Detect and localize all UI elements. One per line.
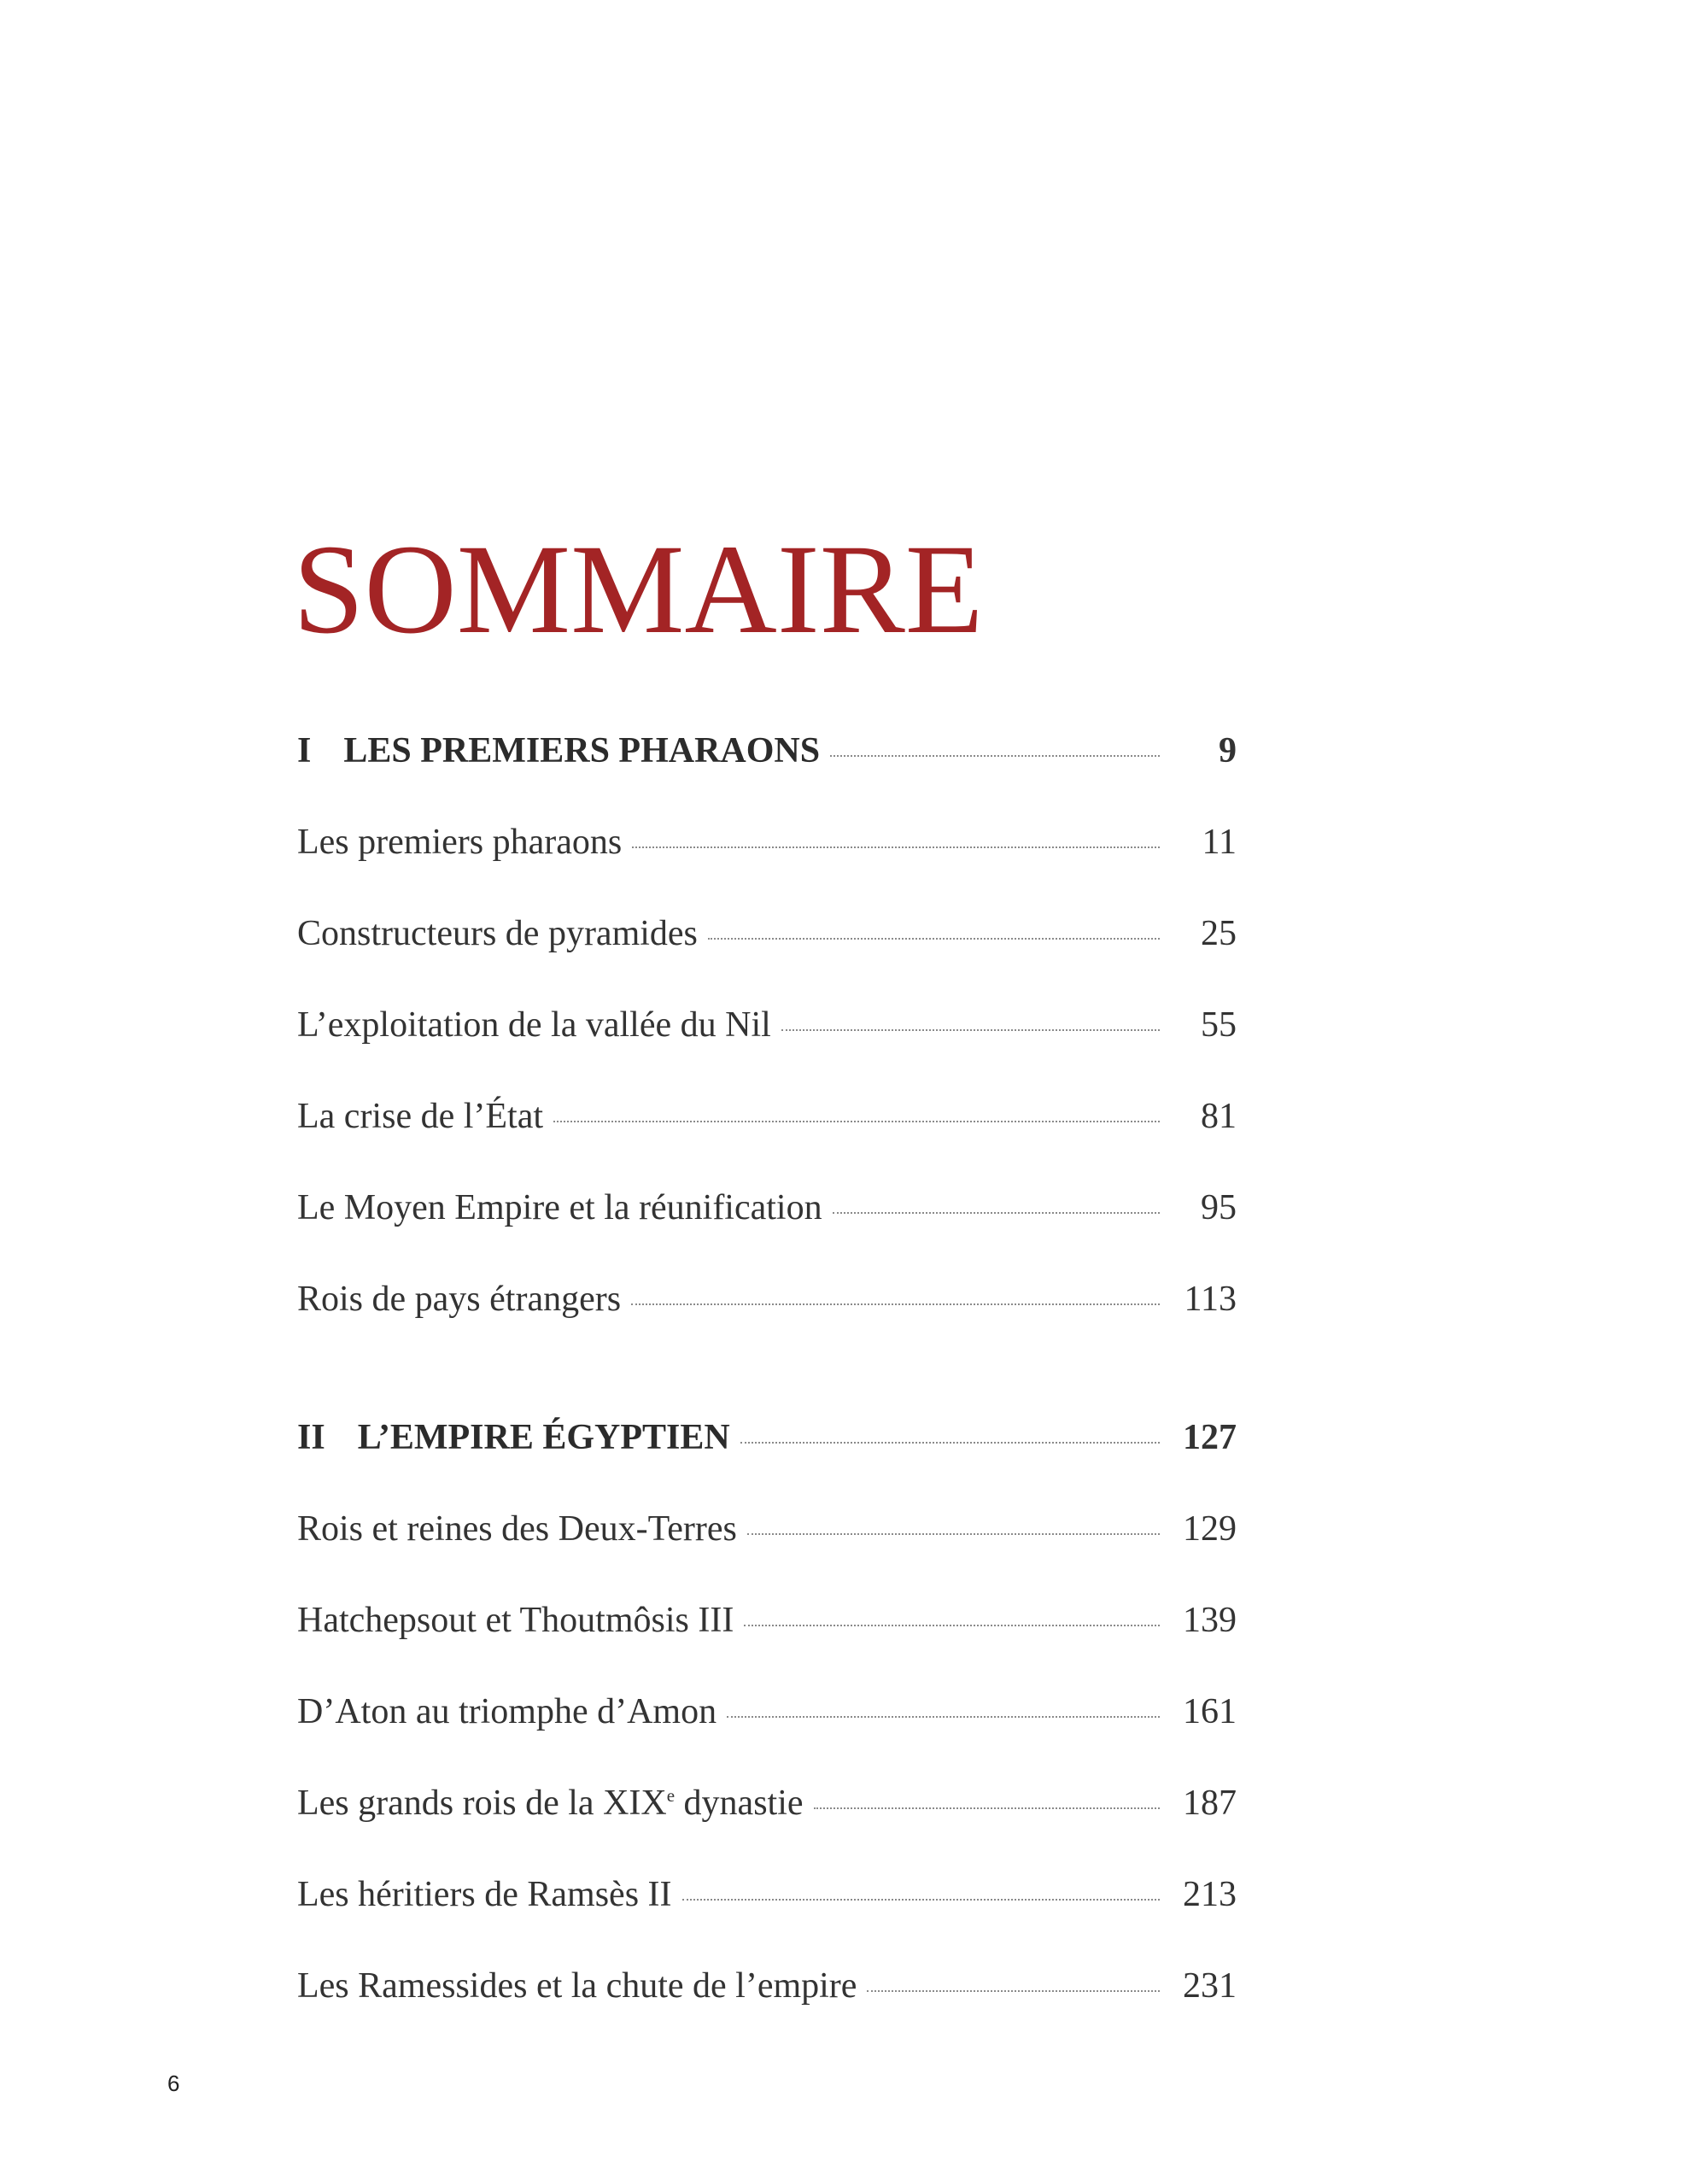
toc-entry-title: La crise de l’État xyxy=(297,1097,544,1136)
toc-entry[interactable] xyxy=(297,1005,1237,1056)
toc-entry[interactable] xyxy=(297,1600,1237,1651)
dot-leader xyxy=(740,1442,1160,1444)
toc-entry-title: Hatchepsout et Thoutmôsis III xyxy=(297,1601,734,1640)
toc-entry[interactable] xyxy=(297,913,1237,964)
page-title: SOMMAIRE xyxy=(293,518,984,660)
dot-leader xyxy=(631,1303,1160,1305)
toc-page-number: 9 xyxy=(1219,731,1237,770)
dot-leader xyxy=(553,1121,1160,1122)
toc-section-title xyxy=(297,730,820,771)
toc-page-number: 213 xyxy=(1183,1875,1237,1914)
toc-page-number: 55 xyxy=(1201,1005,1237,1045)
dot-leader xyxy=(814,1807,1160,1809)
dot-leader xyxy=(744,1625,1160,1626)
toc-page-number: 113 xyxy=(1184,1280,1237,1319)
toc-page-number: 25 xyxy=(1201,914,1237,953)
toc-entry-title: Rois de pays étrangers xyxy=(297,1280,622,1319)
toc-page-number: 139 xyxy=(1183,1601,1237,1640)
toc-page-number: 161 xyxy=(1183,1692,1237,1731)
toc-entry[interactable] xyxy=(297,1096,1237,1147)
dot-leader xyxy=(830,755,1160,757)
toc-entry-title: Constructeurs de pyramides xyxy=(297,914,698,953)
toc-section-2[interactable] xyxy=(297,1417,1237,1468)
toc-entry-title: Les héritiers de Ramsès II xyxy=(297,1875,672,1914)
toc-entry[interactable] xyxy=(297,1965,1237,2017)
toc-page-number: 11 xyxy=(1202,823,1237,862)
toc-entry-title xyxy=(297,1783,804,1824)
toc-entry-title: L’exploitation de la vallée du Nil xyxy=(297,1005,771,1045)
toc-section-title xyxy=(297,1417,730,1458)
toc-page-number: 95 xyxy=(1201,1188,1237,1227)
toc-entry[interactable] xyxy=(297,1279,1237,1330)
toc-entry[interactable] xyxy=(297,1691,1237,1743)
toc-entry-title: Les Ramessides et la chute de l’empire xyxy=(297,1966,857,2006)
toc-entry[interactable] xyxy=(297,822,1237,873)
section-title-text: LES PREMIERS PHARAONS xyxy=(343,731,821,770)
toc-entry-title: Le Moyen Empire et la réunification xyxy=(297,1188,822,1227)
dot-leader xyxy=(867,1990,1160,1992)
toc-page-number: 231 xyxy=(1183,1966,1237,2006)
toc-entry[interactable] xyxy=(297,1874,1237,1925)
toc-entry-title: Les premiers pharaons xyxy=(297,823,623,862)
toc-entry[interactable] xyxy=(297,1783,1237,1834)
toc-section-1[interactable] xyxy=(297,730,1237,782)
dot-leader xyxy=(833,1212,1160,1214)
title-part: dynastie xyxy=(675,1784,804,1823)
section-title-text: L’EMPIRE ÉGYPTIEN xyxy=(357,1418,730,1457)
toc-entry[interactable] xyxy=(297,1508,1237,1560)
dot-leader xyxy=(727,1716,1160,1718)
section-numeral: I xyxy=(297,731,312,770)
toc-entry-title: D’Aton au triomphe d’Amon xyxy=(297,1692,717,1731)
toc-page-number: 129 xyxy=(1183,1509,1237,1549)
dot-leader xyxy=(708,938,1160,940)
dot-leader xyxy=(781,1029,1160,1031)
dot-leader xyxy=(632,846,1160,848)
toc-entry-title: Rois et reines des Deux-Terres xyxy=(297,1509,737,1549)
dot-leader xyxy=(747,1533,1160,1535)
superscript-e: e xyxy=(666,1785,676,1806)
toc-page-number: 81 xyxy=(1201,1097,1237,1136)
title-part: Les grands rois de la XIX xyxy=(297,1784,667,1823)
page-number-footer: 6 xyxy=(167,2071,180,2096)
toc-page-number: 127 xyxy=(1183,1418,1237,1457)
dot-leader xyxy=(682,1899,1160,1901)
toc-entry[interactable] xyxy=(297,1187,1237,1239)
toc-page-number: 187 xyxy=(1183,1784,1237,1823)
section-numeral: II xyxy=(297,1418,325,1457)
